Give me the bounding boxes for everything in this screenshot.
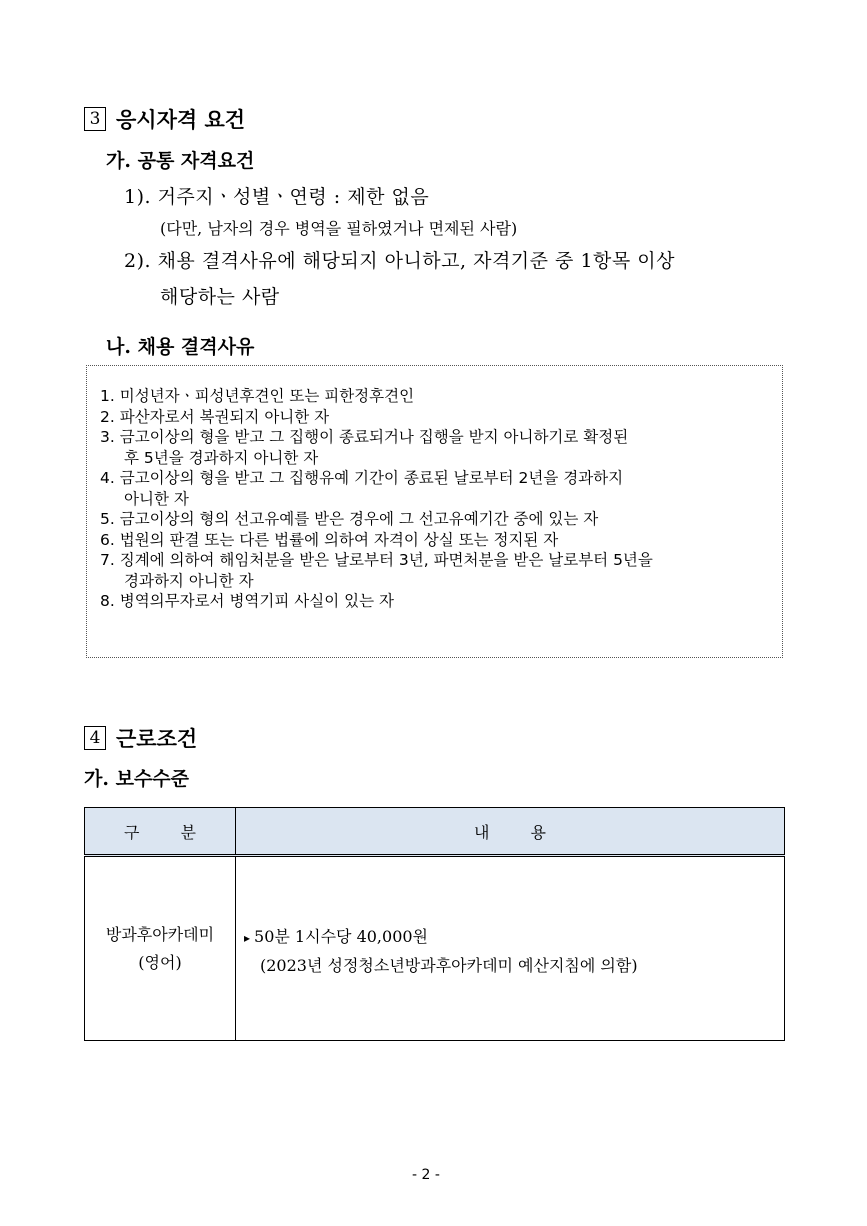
row-content [236, 856, 785, 1041]
list-item: 7. 징계에 의하여 해임처분을 받은 날로부터 3년, 파면처분을 받은 날로부터 5년을 [100, 551, 653, 569]
row-category [85, 856, 236, 1041]
list-item: 3. 금고이상의 형을 받고 그 집행이 종료되거나 집행을 받지 아니하기로 확정된 [100, 428, 629, 446]
table-row [85, 856, 785, 1041]
row-content-line1-wrap [244, 923, 783, 952]
row-category-line2: (영어) [138, 952, 182, 972]
list-item: 6. 법원의 판결 또는 다른 법률에 의하여 자격이 상실 또는 정지된 자 [100, 530, 559, 549]
row-content-line1: 50분 1시수당 40,000원 [254, 927, 429, 946]
header-content: 내 용 [236, 808, 785, 856]
list-item: 5. 금고이상의 형의 선고유예를 받은 경우에 그 선고유예기간 중에 있는 자 [100, 510, 599, 528]
list-item: 1. 미성년자ㆍ피성년후견인 또는 피한정후견인 [100, 387, 415, 405]
qualification-item-2-line1: 2). 채용 결격사유에 해당되지 아니하고, 자격기준 중 1항목 이상 [124, 250, 675, 272]
section-4-heading [84, 723, 197, 753]
section-number-box: 3 [84, 107, 106, 131]
triangle-bullet-icon: ▸ [244, 931, 251, 945]
section-title: 응시자격 요건 [116, 107, 246, 132]
subsection-disqualifications: 나. 채용 결격사유 [106, 336, 255, 358]
row-category-line1: 방과후아카데미 [105, 924, 215, 944]
list-item: 4. 금고이상의 형을 받고 그 집행유예 기간이 종료된 날로부터 2년을 경과하지 [100, 469, 624, 487]
qualification-item-1-note: (다만, 남자의 경우 병역을 필하였거나 면제된 사람) [160, 219, 518, 238]
section-title: 근로조건 [116, 726, 198, 751]
list-item: 8. 병역의무자로서 병역기피 사실이 있는 자 [100, 592, 394, 610]
page-number: - 2 - [412, 1167, 440, 1183]
table-header-row [85, 808, 785, 856]
list-item: 2. 파산자로서 복권되지 아니한 자 [100, 407, 330, 426]
disqualification-list [100, 386, 653, 612]
header-category: 구 분 [85, 808, 236, 856]
list-item-continuation: 후 5년을 경과하지 아니한 자 [124, 448, 319, 467]
section-3-heading [84, 104, 245, 134]
row-content-line2: (2023년 성정청소년방과후아카데미 예산지침에 의함) [260, 956, 638, 975]
section-number-box: 4 [84, 726, 106, 750]
subsection-common-qualifications: 가. 공통 자격요건 [106, 150, 255, 172]
pay-table [84, 807, 785, 1041]
subsection-pay-level: 가. 보수수준 [84, 768, 189, 790]
list-item-continuation: 경과하지 아니한 자 [124, 571, 254, 590]
qualification-item-1: 1). 거주지ㆍ성별ㆍ연령 : 제한 없음 [124, 186, 430, 208]
qualification-item-2-line2: 해당하는 사람 [160, 286, 280, 308]
list-item-continuation: 아니한 자 [124, 489, 189, 508]
